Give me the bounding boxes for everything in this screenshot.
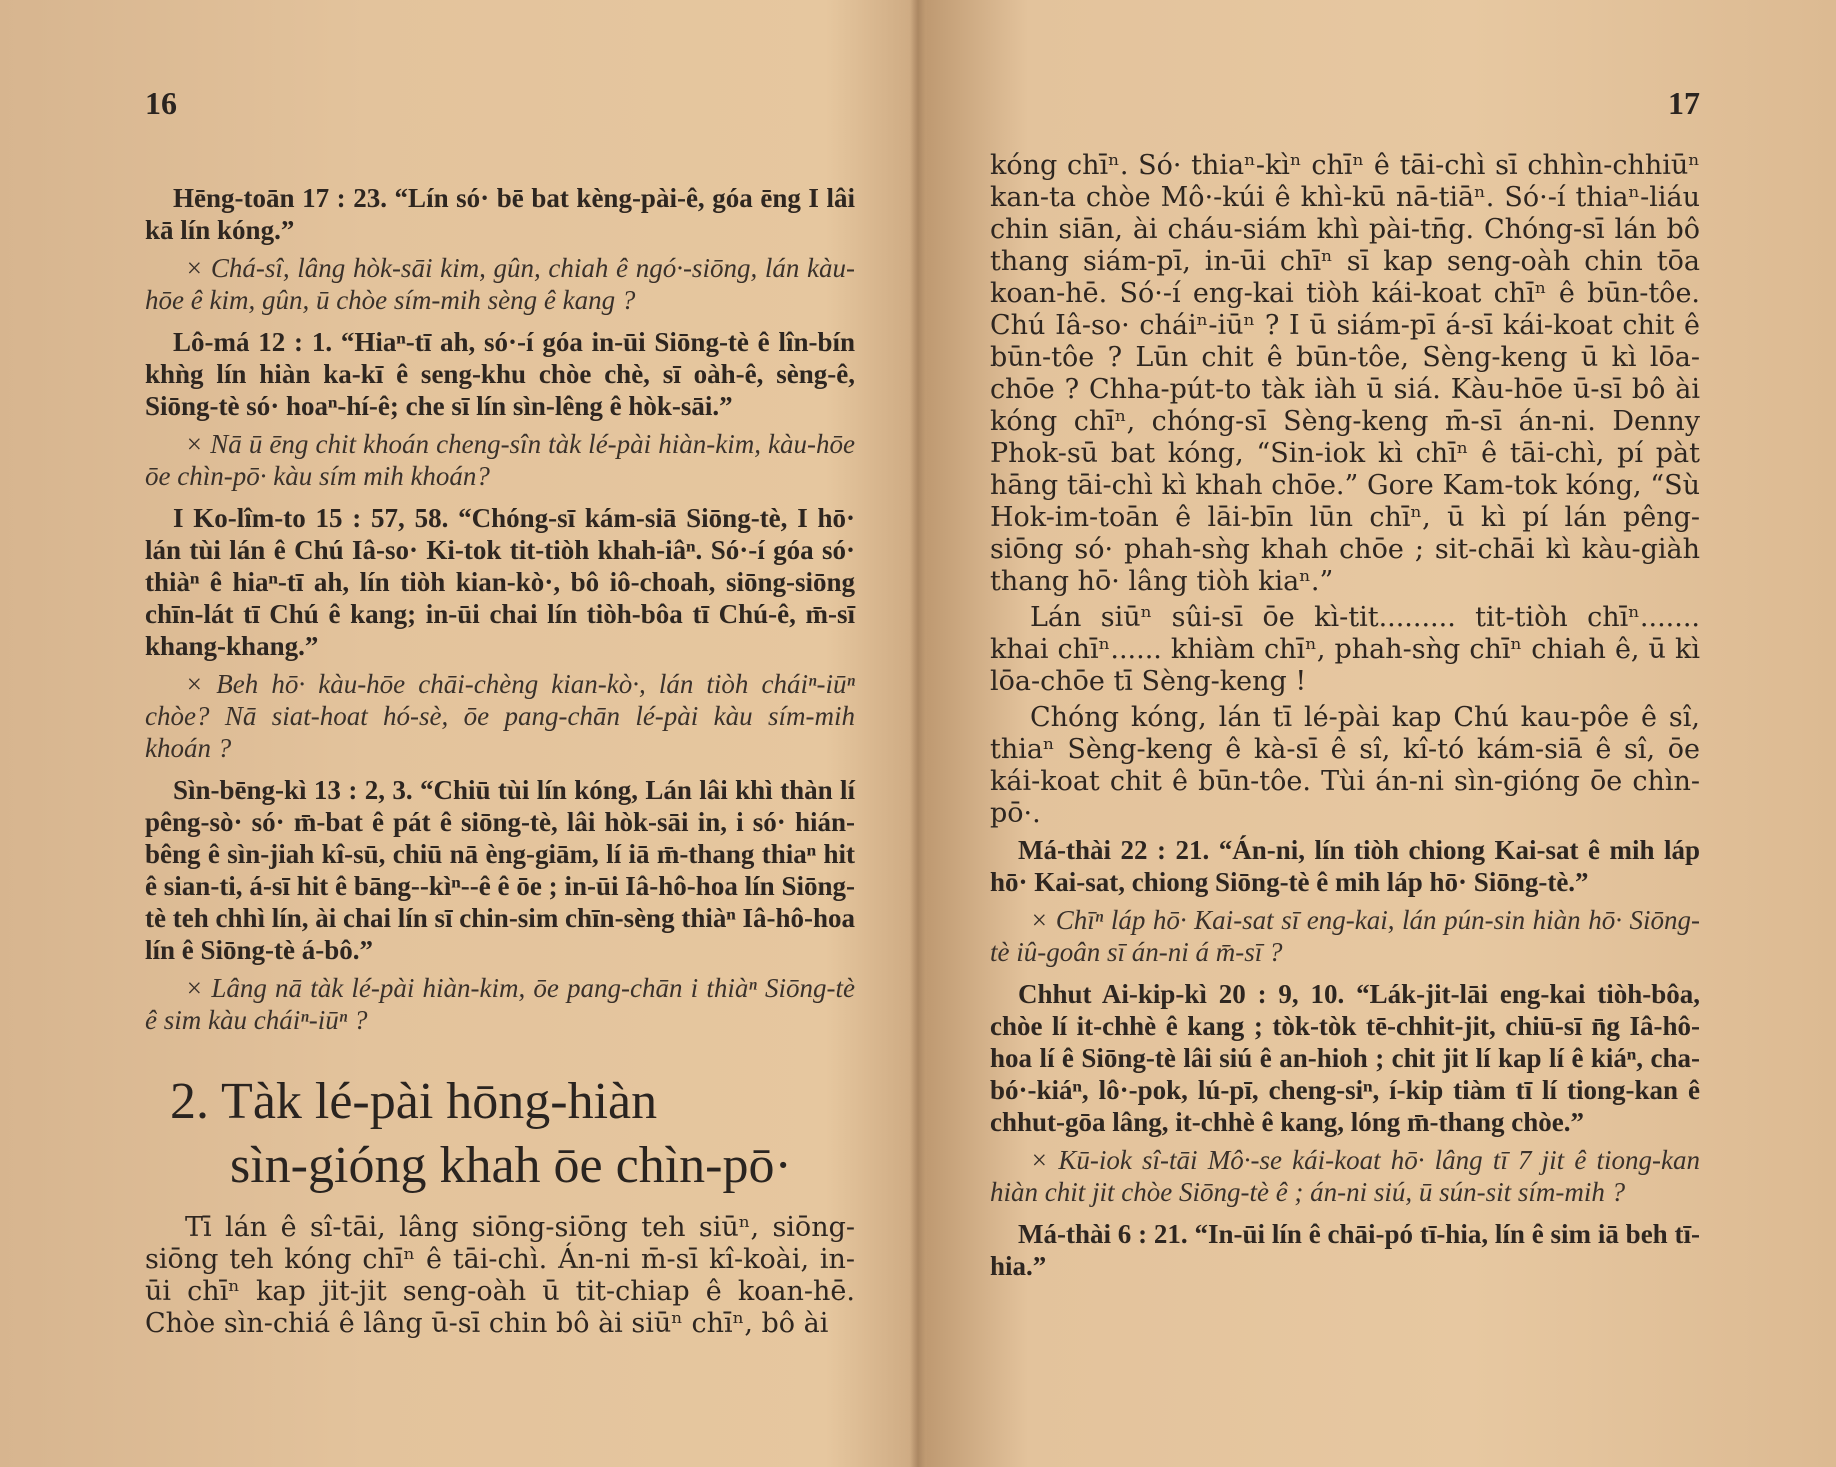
book-gutter <box>910 0 926 1467</box>
scripture-verse: I Ko-lîm-to 15 : 57, 58. “Chóng-sī kám-siā Siōng-tè, I hō· lán tùi lán ê Chú Iâ-so· Ki-tok tit-tiòh khah-iâⁿ. Só·-í góa só· thiàⁿ ê hiaⁿ-tī ah, lín tiòh kian-kò·, bô iô-choah, siōng-siōng chīn-lát tī Chú ê kang; in-ūi chai lín tiòh-bôa tī Chú-ê, m̄-sī khang-khang.” <box>145 503 855 661</box>
scripture-verse: Hēng-toān 17 : 23. “Lín só· bē bat kèng-pài-ê, góa ēng I lâi kā lín kóng.” <box>145 183 855 245</box>
discussion-question: × Nā ū ēng chit khoán cheng-sîn tàk lé-pài hiàn-kim, kàu-hōe ōe chìn-pō· kàu sím mih khoán? <box>145 429 855 491</box>
page-number-left: 16 <box>145 85 177 121</box>
discussion-question: × Chīⁿ láp hō· Kai-sat sī eng-kai, lán pún-sin hiàn hō· Siōng-tè iû-goân sī án-ni á m̄-sī ? <box>990 905 1700 967</box>
section-heading-line2: sìn-gióng khah ōe chìn-pō· <box>230 1137 792 1194</box>
page-number-right: 17 <box>1668 85 1700 121</box>
body-paragraph: Lán siūⁿ sûi-sī ōe kì-tit......... tit-tiòh chīⁿ....... khai chīⁿ...... khiàm chīⁿ, phah-sǹg chīⁿ chiah ê, ū kì lōa-chōe tī Sèng-keng ! <box>990 602 1700 697</box>
scripture-verse: Má-thài 22 : 21. “Án-ni, lín tiòh chiong Kai-sat ê mih láp hō· Kai-sat, chiong Siōng-tè ê mih láp hō· Siōng-tè.” <box>990 835 1700 897</box>
right-page-content <box>990 150 1700 1288</box>
body-paragraph: Chóng kóng, lán tī lé-pài kap Chú kau-pôe ê sî, thiaⁿ Sèng-keng ê kà-sī ê sî, kî-tó kám-siā ê sî, ōe kái-koat chit ê būn-tôe. Tùi án-ni sìn-gióng ōe chìn-pō·. <box>990 702 1700 829</box>
scripture-verse: Chhut Ai-kip-kì 20 : 9, 10. “Lák-jit-lāi eng-kai tiòh-bôa, chòe lí it-chhè ê kang ; tòk-tòk tē-chhit-jit, chiū-sī n̄g Iâ-hô-hoa lí ê Siōng-tè lâi siú ê an-hioh ; chit jit lí kap lí ê kiáⁿ, cha-bó·-kiáⁿ, lô·-pok, lú-pī, cheng-siⁿ, í-kip tiàm tī lí tiong-kan ê chhut-gōa lâng, it-chhè ê kang, lóng m̄-thang chòe.” <box>990 979 1700 1137</box>
discussion-question: × Lâng nā tàk lé-pài hiàn-kim, ōe pang-chān i thiàⁿ Siōng-tè ê sim kàu cháiⁿ-iūⁿ ? <box>145 973 855 1035</box>
body-paragraph: Tī lán ê sî-tāi, lâng siōng-siōng teh siūⁿ, siōng-siōng teh kóng chīⁿ ê tāi-chì. Án-ni m̄-sī kî-koài, in-ūi chīⁿ kap jit-jit seng-oàh ū tit-chiap ê koan-hē. Chòe sìn-chiá ê lâng ū-sī chin bô ài siūⁿ chīⁿ, bô ài <box>145 1212 855 1339</box>
scripture-verse: Má-thài 6 : 21. “In-ūi lín ê chāi-pó tī-hia, lín ê sim iā beh tī-hia.” <box>990 1219 1700 1281</box>
discussion-question: × Kū-iok sî-tāi Mô·-se kái-koat hō· lâng tī 7 jit ê tiong-kan hiàn chit jit chòe Siōng-tè ê ; án-ni siú, ū sún-sit sím-mih ? <box>990 1145 1700 1207</box>
discussion-question: × Chá-sî, lâng hòk-sāi kim, gûn, chiah ê ngó·-siōng, lán kàu-hōe ê kim, gûn, ū chòe sím-mih sèng ê kang ? <box>145 253 855 315</box>
section-heading <box>145 1070 855 1198</box>
discussion-question: × Beh hō· kàu-hōe chāi-chèng kian-kò·, lán tiòh cháiⁿ-iūⁿ chòe? Nā siat-hoat hó-sè, ōe pang-chān lé-pài kàu sím-mih khoán ? <box>145 669 855 763</box>
scripture-verse: Sìn-bēng-kì 13 : 2, 3. “Chiū tùi lín kóng, Lán lâi khì thàn lí pêng-sò· só· m̄-bat ê pát ê siōng-tè, lâi hòk-sāi in, i só· hián-bêng ê sìn-jiah kî-sū, chiū nā èng-giām, lí iā m̄-thang thiaⁿ hit ê sian-ti, á-sī hit ê bāng--kìⁿ--ê ê ōe ; in-ūi Iâ-hô-hoa lín Siōng-tè teh chhì lín, ài chai lín sī chin-sim chīn-sèng thiàⁿ Iâ-hô-hoa lín ê Siōng-tè á-bô.” <box>145 775 855 965</box>
scripture-verse: Lô-má 12 : 1. “Hiaⁿ-tī ah, só·-í góa in-ūi Siōng-tè ê lîn-bín khǹg lín hiàn ka-kī ê seng-khu chòe chè, sī oàh-ê, sèng-ê, Siōng-tè só· hoaⁿ-hí-ê; che sī lín sìn-lêng ê hòk-sāi.” <box>145 327 855 421</box>
left-page-content <box>145 182 855 1344</box>
section-heading-line1: 2. Tàk lé-pài hōng-hiàn <box>170 1073 658 1130</box>
body-paragraph: kóng chīⁿ. Só· thiaⁿ-kìⁿ chīⁿ ê tāi-chì sī chhìn-chhiūⁿ kan-ta chòe Mô·-kúi ê khì-kū nā-tiāⁿ. Só·-í thiaⁿ-liáu chin siān, ài cháu-siám khì pài-tn̄g. Chóng-sī lán bô thang siám-pī, in-ūi chīⁿ sī kap seng-oàh chin tōa koan-hē. Só·-í eng-kai tiòh kái-koat chīⁿ ê būn-tôe. Chú Iâ-so· cháiⁿ-iūⁿ ? I ū siám-pī á-sī kái-koat chit ê būn-tôe ? Lūn chit ê būn-tôe, Sèng-keng ū kì lōa-chōe ? Chha-pút-to tàk iàh ū siá. Kàu-hōe ū-sī bô ài kóng chīⁿ, chóng-sī Sèng-keng m̄-sī án-ni. Denny Phok-sū bat kóng, “Sin-iok kì chīⁿ ê tāi-chì, pí pàt hāng tāi-chì kì khah chōe.” Gore Kam-tok kóng, “Sù Hok-im-toān ê lāi-bīn lūn chīⁿ, ū kì pí lán pêng-siōng só· phah-sǹg khah chōe ; sit-chāi kì kàu-giàh thang hō· lâng tiòh kiaⁿ.” <box>990 150 1700 597</box>
